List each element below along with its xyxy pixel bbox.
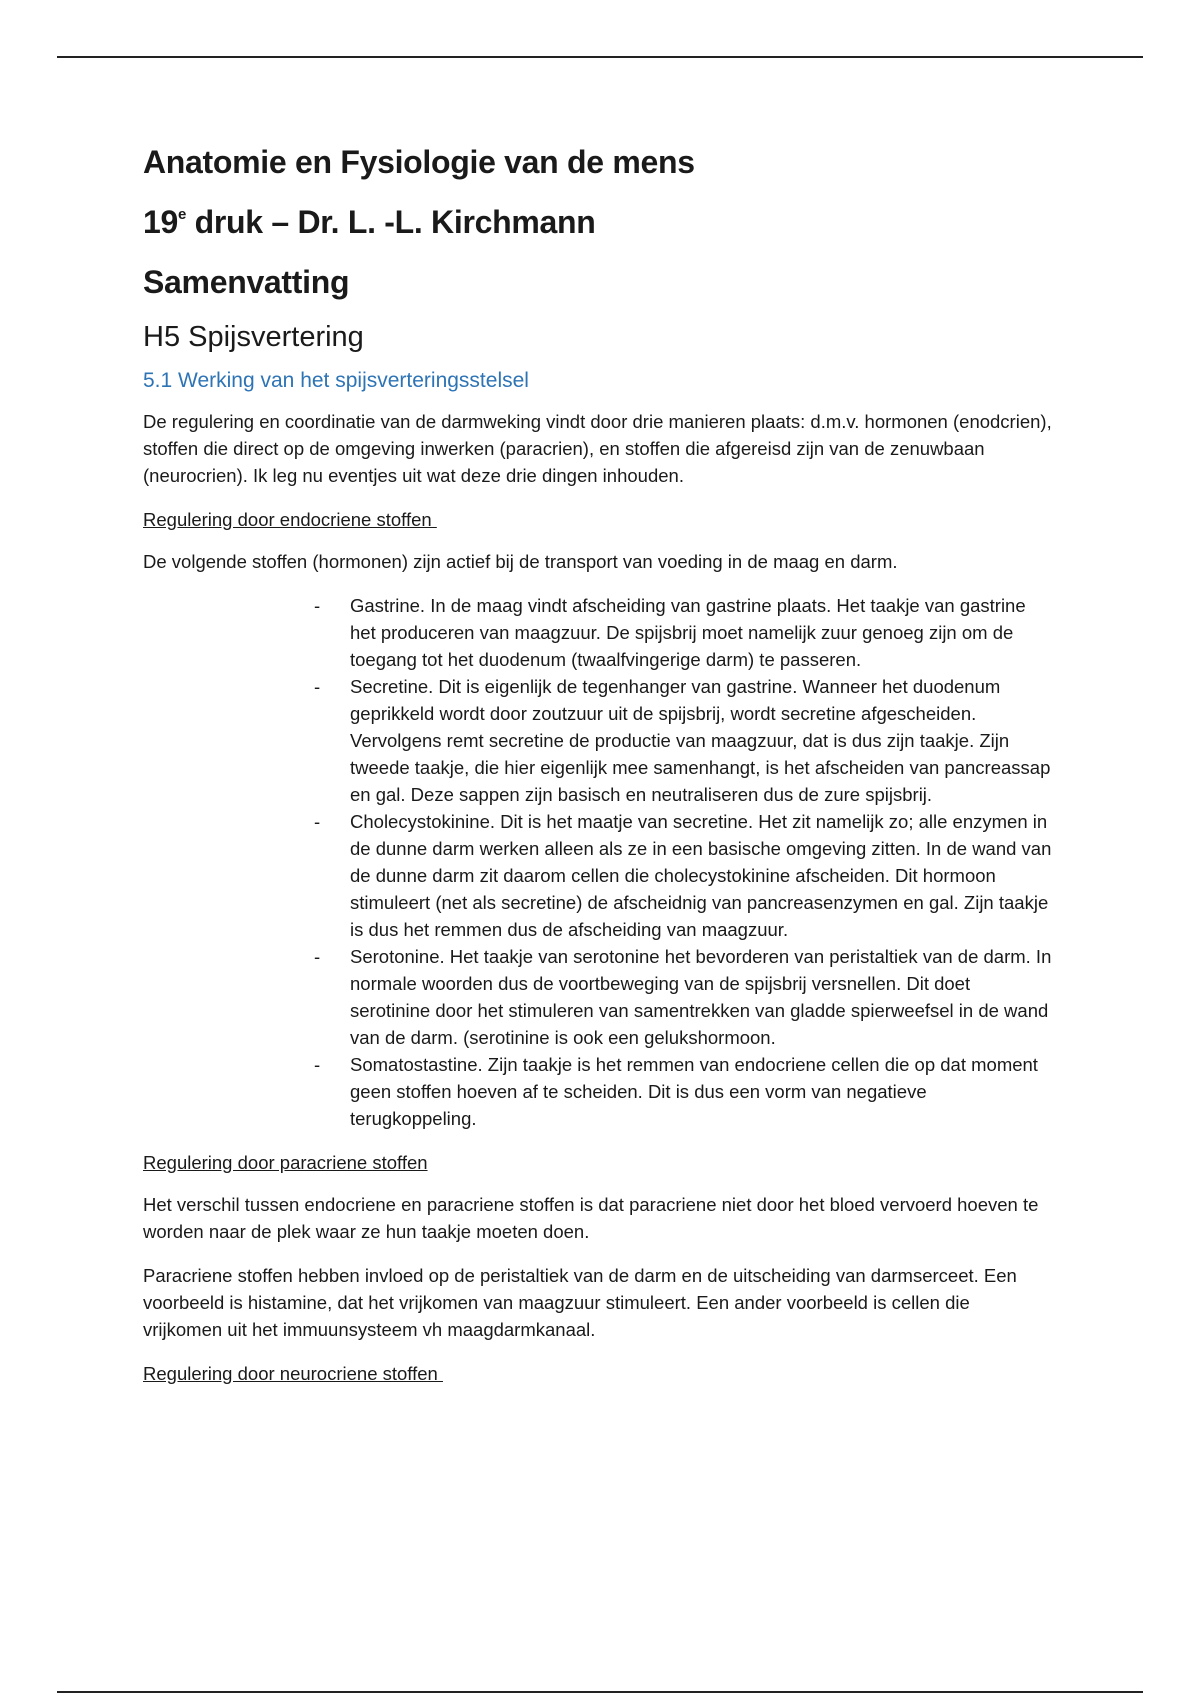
subheading-paracrine: Regulering door paracriene stoffen: [143, 1152, 428, 1173]
endocrine-list: [143, 592, 1053, 1132]
list-dash: -: [314, 676, 321, 697]
footer-rule: [57, 1691, 1143, 1693]
edition-author: druk – Dr. L. -L. Kirchmann: [186, 204, 596, 240]
list-item-text: Serotonine. Het taakje van serotonine het bevorderen van peristaltiek van de darm. In normale woorden dus de voortbeweging van de spijsbrij versnellen. Dit doet serotinine door het stimuleren van samentrekken van gladde spierweefsel in de wand van de darm. (serotinine is ook een gelukshormoon.: [350, 946, 1052, 1048]
edition-superscript: e: [178, 206, 187, 223]
list-item: [314, 808, 1053, 943]
chapter-heading: H5 Spijsvertering: [143, 321, 364, 353]
list-dash: -: [314, 1054, 321, 1075]
intro-paragraph: De regulering en coordinatie van de darmweking vindt door drie manieren plaats: d.m.v. hormonen (enodcrien), stoffen die direct op de omgeving inwerken (paracrien), en stoffen die afgereisd zijn van de zenuwbaan (neurocrien). Ik leg nu eventjes uit wat deze drie dingen inhouden.: [143, 411, 1052, 486]
endocrine-intro-paragraph: De volgende stoffen (hormonen) zijn actief bij de transport van voeding in de maag en darm.: [143, 551, 898, 572]
section-heading: 5.1 Werking van het spijsverteringsstelsel: [143, 369, 529, 392]
list-dash: -: [314, 811, 321, 832]
list-item-text: Somatostastine. Zijn taakje is het remmen van endocriene cellen die op dat moment geen stoffen hoeven af te scheiden. Dit is dus een vorm van negatieve terugkoppeling.: [350, 1054, 1038, 1129]
list-item: [314, 592, 1053, 673]
edition-line: [143, 202, 1053, 242]
list-item: [314, 943, 1053, 1051]
list-item-text: Gastrine. In de maag vindt afscheiding van gastrine plaats. Het taakje van gastrine het produceren van maagzuur. De spijsbrij moet namelijk zuur genoeg zijn om de toegang tot het duodenum (twaalfvingerige darm) te passeren.: [350, 595, 1026, 670]
edition-number: 19: [143, 204, 178, 240]
paracrine-paragraph-2: Paracriene stoffen hebben invloed op de peristaltiek van de darm en de uitscheiding van darmserceet. Een voorbeeld is histamine, dat het vrijkomen van maagzuur stimuleert. Een ander voorbeeld is cellen die vrijkomen uit het immuunsysteem vh maagdarmkanaal.: [143, 1265, 1017, 1340]
list-item: [314, 673, 1053, 808]
document-title: Anatomie en Fysiologie van de mens: [143, 144, 695, 180]
list-dash: -: [314, 946, 321, 967]
list-dash: -: [314, 595, 321, 616]
list-item-text: Secretine. Dit is eigenlijk de tegenhanger van gastrine. Wanneer het duodenum geprikkeld wordt door zoutzuur uit de spijsbrij, wordt secretine afgescheiden. Vervolgens remt secretine de productie van maagzuur, dat is dus zijn taakje. Zijn tweede taakje, die hier eigenlijk mee samenhangt, is het afscheiden van pancreassap en gal. Deze sappen zijn basisch en neutraliseren dus de zure spijsbrij.: [350, 676, 1051, 805]
list-item-text: Cholecystokinine. Dit is het maatje van secretine. Het zit namelijk zo; alle enzymen in de dunne darm werken alleen als ze in een basische omgeving zitten. In de wand van de dunne darm zit daarom cellen die cholecystokinine afscheiden. Dit hormoon stimuleert (net als secretine) de afscheidnig van pancreasenzymen en gal. Zijn taakje is dus het remmen dus de afscheiding van maagzuur.: [350, 811, 1052, 940]
list-item: [314, 1051, 1053, 1132]
paracrine-paragraph-1: Het verschil tussen endocriene en paracriene stoffen is dat paracriene niet door het bloed vervoerd hoeven te worden naar de plek waar ze hun taakje moeten doen.: [143, 1194, 1039, 1242]
document-body: [143, 142, 1053, 1402]
document-subtitle: Samenvatting: [143, 264, 350, 300]
header-rule: [57, 56, 1143, 58]
subheading-neurocrine: Regulering door neurocriene stoffen: [143, 1363, 443, 1384]
subheading-endocrine: Regulering door endocriene stoffen: [143, 509, 437, 530]
